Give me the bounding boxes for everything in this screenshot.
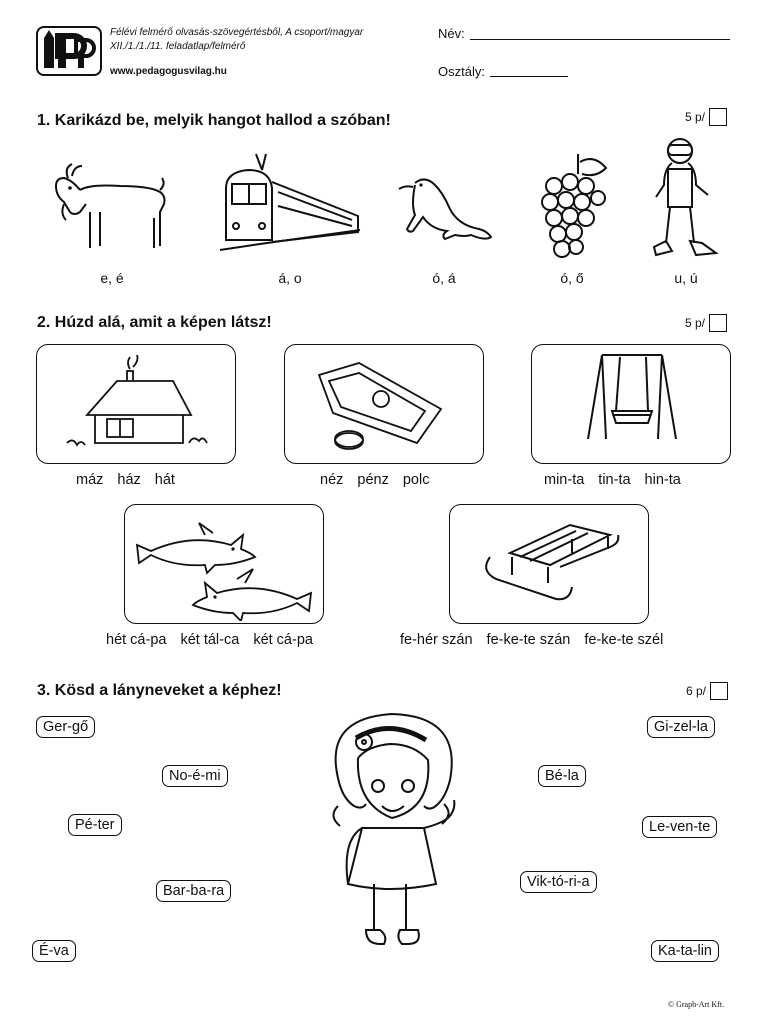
task1-score xyxy=(685,108,727,126)
word-nez[interactable]: néz xyxy=(320,472,344,488)
task2-words-sharks xyxy=(106,632,313,648)
website-link[interactable]: www.pedagogusvilag.hu xyxy=(110,66,227,77)
task3-score-label: 6 p/ xyxy=(686,684,707,698)
task2-score xyxy=(685,314,727,332)
class-label: Osztály: xyxy=(438,64,485,79)
task1-options-train[interactable]: á, o xyxy=(278,270,302,286)
task2-card-money xyxy=(284,344,484,464)
grapes-icon xyxy=(540,152,610,264)
task2-words-sled xyxy=(400,632,663,648)
girl-icon xyxy=(318,708,468,960)
name-tag-viktoria[interactable]: Vik-tó-ri-a xyxy=(520,871,597,893)
word-feher-szan[interactable]: fe-hér szán xyxy=(400,632,473,648)
task2-card-sled xyxy=(449,504,649,624)
swing-icon xyxy=(532,345,728,461)
task2-title: 2. Húzd alá, amit a képen látsz! xyxy=(37,314,272,331)
money-icon xyxy=(285,345,481,461)
word-hinta[interactable]: hin-ta xyxy=(644,472,681,488)
house-icon xyxy=(37,345,233,461)
task1-score-label: 5 p/ xyxy=(685,110,706,124)
copyright: © Graph-Art Kft. xyxy=(668,1000,725,1009)
header-line1: Félévi felmérő olvasás-szövegértésből, A csoport/magyar xyxy=(110,27,364,38)
word-tinta[interactable]: tin-ta xyxy=(598,472,631,488)
header-line2: XII./1./1./11. feladatlap/felmérő xyxy=(110,41,246,52)
task1-title: 1. Karikázd be, melyik hangot hallod a szóban! xyxy=(37,112,391,129)
word-ket-talca[interactable]: két tál-ca xyxy=(180,632,240,648)
task3-score-box[interactable] xyxy=(710,682,728,700)
task1-options-diver[interactable]: u, ú xyxy=(674,270,698,286)
task1-options-seal[interactable]: ó, á xyxy=(432,270,456,286)
publisher-logo xyxy=(36,26,102,76)
task2-score-label: 5 p/ xyxy=(685,316,706,330)
word-maz[interactable]: máz xyxy=(76,472,104,488)
name-tag-noemi[interactable]: No-é-mi xyxy=(162,765,228,787)
task2-words-house xyxy=(76,472,175,488)
task1-score-box[interactable] xyxy=(709,108,727,126)
name-tag-gizella[interactable]: Gi-zel-la xyxy=(647,716,715,738)
seal-icon xyxy=(395,175,495,241)
word-penz[interactable]: pénz xyxy=(357,472,389,488)
task1-options-grapes[interactable]: ó, ő xyxy=(560,270,584,286)
name-tag-barbara[interactable]: Bar-ba-ra xyxy=(156,880,231,902)
word-fekete-szel[interactable]: fe-ke-te szél xyxy=(584,632,664,648)
sled-icon xyxy=(450,505,646,621)
word-polc[interactable]: polc xyxy=(402,472,430,488)
word-fekete-szan[interactable]: fe-ke-te szán xyxy=(486,632,571,648)
name-tag-levente[interactable]: Le-ven-te xyxy=(642,816,717,838)
task2-card-house xyxy=(36,344,236,464)
name-tag-bela[interactable]: Bé-la xyxy=(538,765,586,787)
class-field[interactable] xyxy=(490,76,568,77)
task2-words-swing xyxy=(544,472,681,488)
task2-words-money xyxy=(320,472,429,488)
header-title xyxy=(110,26,410,54)
name-field[interactable] xyxy=(470,39,730,40)
word-het-capa[interactable]: hét cá-pa xyxy=(106,632,167,648)
task1-options-goat[interactable]: e, é xyxy=(100,270,124,286)
task2-score-box[interactable] xyxy=(709,314,727,332)
task3-score xyxy=(686,682,728,700)
word-hat[interactable]: hát xyxy=(154,472,175,488)
train-icon xyxy=(218,152,363,257)
diver-icon xyxy=(650,135,722,259)
task2-card-swing xyxy=(531,344,731,464)
word-minta[interactable]: min-ta xyxy=(544,472,585,488)
name-tag-gergo[interactable]: Ger-gő xyxy=(36,716,95,738)
name-label: Név: xyxy=(438,26,465,41)
word-ket-capa[interactable]: két cá-pa xyxy=(253,632,313,648)
goat-icon xyxy=(50,160,168,255)
name-tag-peter[interactable]: Pé-ter xyxy=(68,814,122,836)
task3-title: 3. Kösd a lányneveket a képhez! xyxy=(37,682,282,699)
logo-icon xyxy=(38,28,100,74)
task2-card-sharks xyxy=(124,504,324,624)
name-tag-eva[interactable]: É-va xyxy=(32,940,76,962)
word-haz[interactable]: ház xyxy=(117,472,141,488)
sharks-icon xyxy=(125,505,321,621)
name-tag-katalin[interactable]: Ka-ta-lin xyxy=(651,940,719,962)
